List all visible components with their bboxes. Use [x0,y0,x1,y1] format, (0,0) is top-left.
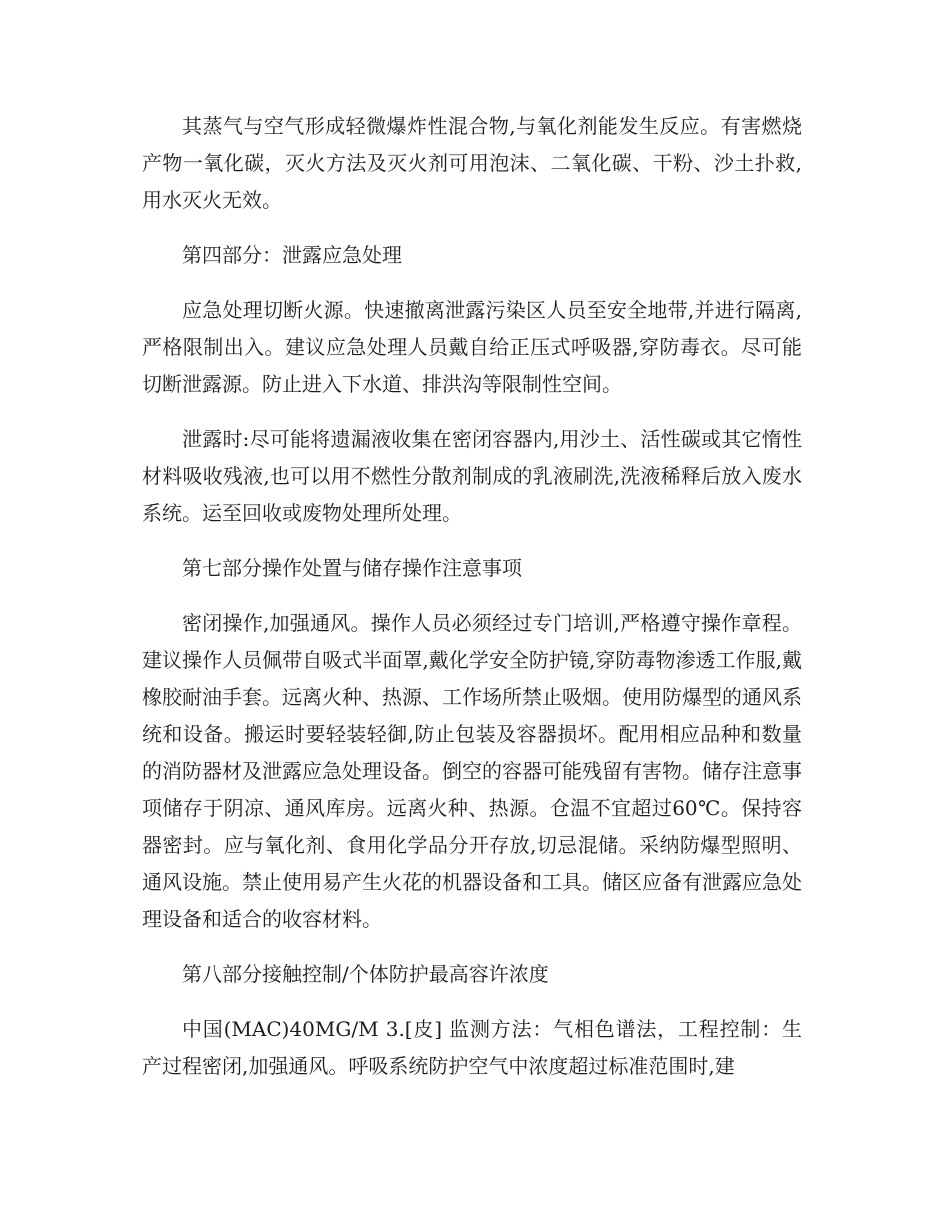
paragraph-exposure-limits: 中国(MAC)40MG/M 3.[皮] 监测方法：气相色谱法，工程控制：生产过程密闭,加强通风。呼吸系统防护空气中浓度超过标准范围时,建 [142,1017,802,1078]
paragraph-leak-collection: 泄露时:尽可能将遗漏液收集在密闭容器内,用沙土、活性碳或其它惰性材料吸收残液,也可以用不燃性分散剂制成的乳液刷洗,洗液稀释后放入废水系统。运至回收或废物处理所处理。 [142,427,802,525]
section-heading-handling-storage: 第七部分操作处置与储存操作注意事项 [182,556,522,580]
section-heading-exposure-control: 第八部分接触控制/个体防护最高容许浓度 [182,962,549,986]
document-body [142,108,802,1103]
paragraph-emergency-handling: 应急处理切断火源。快速撤离泄露污染区人员至安全地带,并进行隔离,严格限制出入。建议应急处理人员戴自给正压式呼吸器,穿防毒衣。尽可能切断泄露源。防止进入下水道、排洪沟等限制性空间。 [142,298,802,396]
section-heading-leak-response: 第四部分：泄露应急处理 [182,243,402,267]
paragraph-fire-hazard: 其蒸气与空气形成轻微爆炸性混合物,与氧化剂能发生反应。有害燃烧产物一氧化碳，灭火方法及灭火剂可用泡沫、二氧化碳、干粉、沙土扑救,用水灭火无效。 [142,114,802,212]
paragraph-handling-storage: 密闭操作,加强通风。操作人员必须经过专门培训,严格遵守操作章程。建议操作人员佩带自吸式半面罩,戴化学安全防护镜,穿防毒物渗透工作服,戴橡胶耐油手套。远离火种、热源、工作场所禁止吸烟。使用防爆型的通风系统和设备。搬运时要轻装轻御,防止包装及容器损坏。配用相应品种和数量的消防器材及泄露应急处理设备。倒空的容器可能残留有害物。储存注意事项储存于阴凉、通风库房。远离火种、热源。仓温不宜超过60℃。保持容器密封。应与氧化剂、食用化学品分开存放,切忌混储。采纳防爆型照明、通风设施。禁止使用易产生火花的机器设备和工具。储区应备有泄露应急处理设备和适合的收容材料。 [142,611,802,931]
